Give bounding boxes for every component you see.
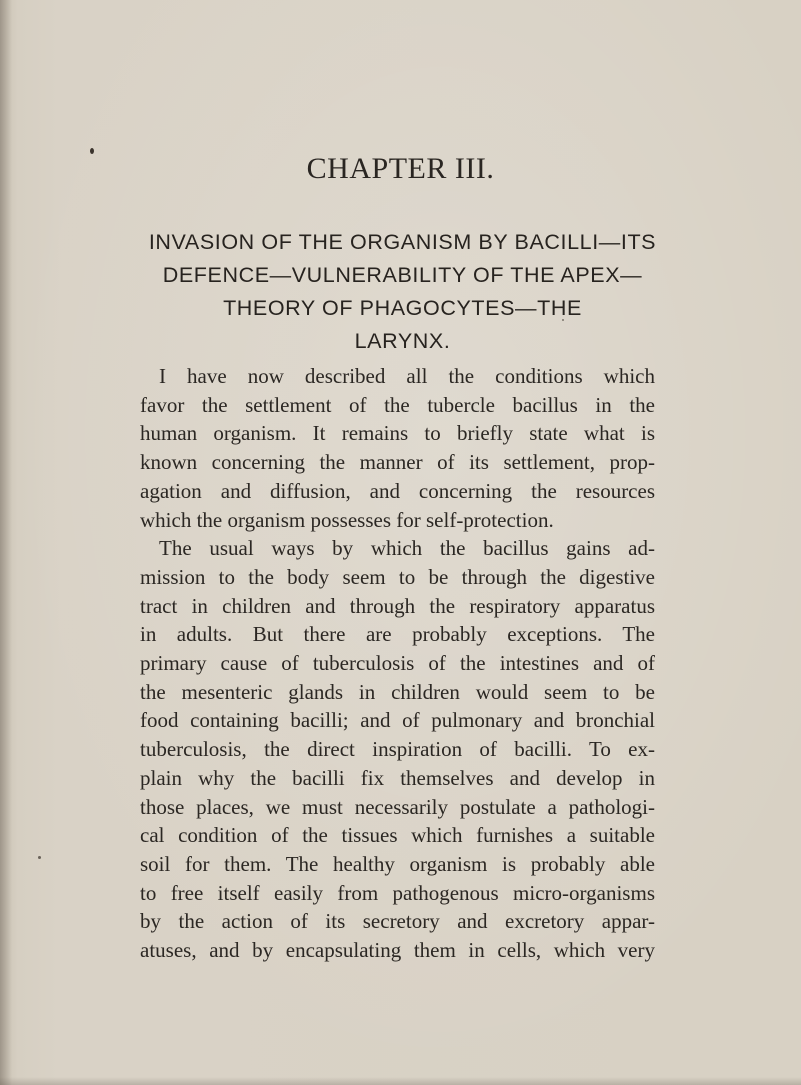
text-line: I have now described all the conditions which (159, 364, 655, 388)
text-line: agation and diffusion, and concerning the resources (140, 478, 655, 503)
text-line: tuberculosis, the direct inspiration of bacilli. To ex- (140, 737, 655, 762)
text-line: in adults. But there are probably exceptions. The (140, 622, 655, 647)
text-line: which the organism possesses for self-protection. (140, 507, 554, 532)
text-line: cal condition of the tissues which furnishes a suitable (140, 823, 655, 848)
section-title (100, 226, 705, 358)
section-title-line: LARYNX. (354, 329, 451, 353)
text-line: primary cause of tuberculosis of the intestines and of (140, 651, 655, 676)
text-line: plain why the bacilli fix themselves and develop in (140, 765, 655, 790)
text-line: soil for them. The healthy organism is probably able (140, 851, 655, 876)
text-line: to free itself easily from pathogenous micro-organisms (140, 880, 655, 905)
section-title-line: THEORY OF PHAGOCYTES—THE (223, 296, 582, 320)
text-line: human organism. It remains to briefly state what is (140, 421, 655, 446)
paragraph-2 (140, 534, 655, 965)
ink-speck (38, 856, 41, 859)
text-line: those places, we must necessarily postulate a pathologi- (140, 794, 655, 819)
text-line: the mesenteric glands in children would seem to be (140, 679, 655, 704)
paragraph-1 (140, 362, 655, 534)
text-line: known concerning the manner of its settlement, prop- (140, 450, 655, 475)
text-line: mission to the body seem to be through the digestive (140, 564, 655, 589)
chapter-heading: CHAPTER III. (306, 152, 495, 185)
body-text (140, 362, 655, 965)
text-line: The usual ways by which the bacillus gains ad- (159, 536, 655, 561)
page-bottom-edge (0, 1077, 801, 1085)
text-line: favor the settlement of the tubercle bacillus in the (140, 392, 655, 417)
section-title-line: INVASION OF THE ORGANISM BY BACILLI—ITS (148, 230, 657, 254)
section-title-line: DEFENCE—VULNERABILITY OF THE APEX— (162, 263, 643, 287)
text-line: by the action of its secretory and excretory appar- (140, 909, 655, 934)
text-line: food containing bacilli; and of pulmonary and bronchial (140, 708, 655, 733)
text-line: tract in children and through the respiratory apparatus (140, 593, 655, 618)
text-line: atuses, and by encapsulating them in cells, which very (140, 938, 655, 963)
